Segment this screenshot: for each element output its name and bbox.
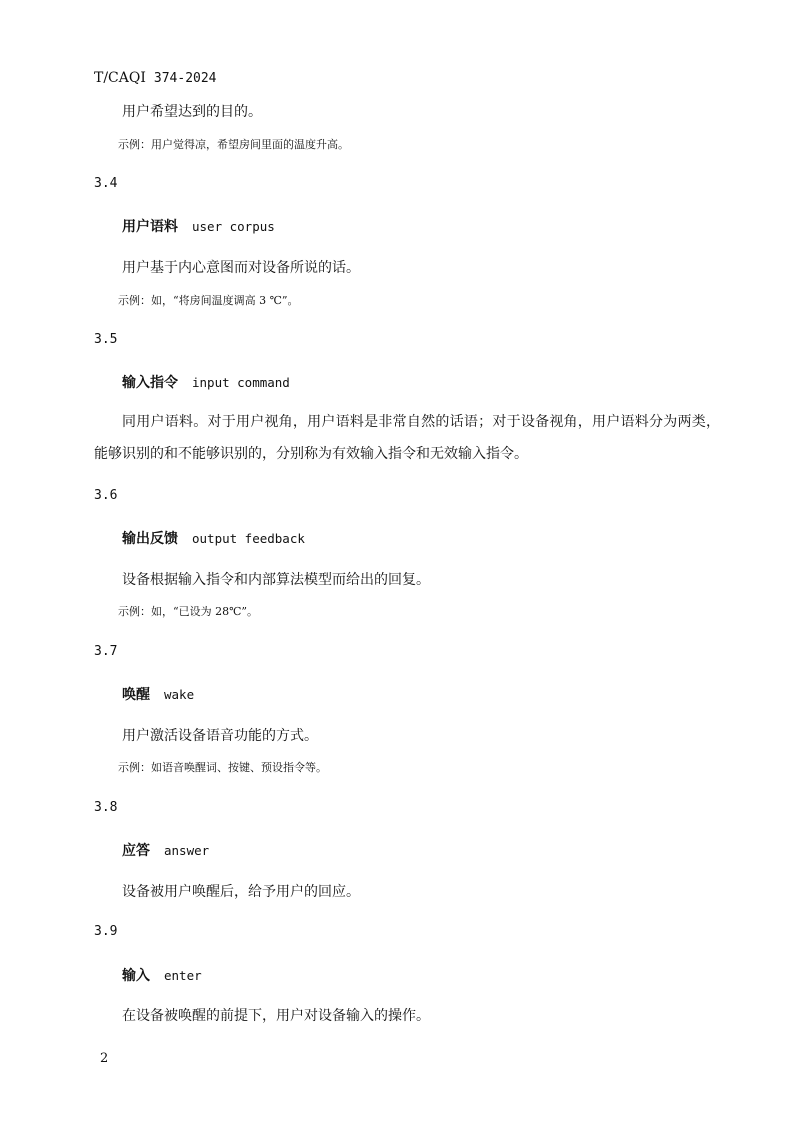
clause-number: 3.6 bbox=[94, 488, 118, 503]
clause-number: 3.8 bbox=[94, 800, 118, 815]
term-heading bbox=[122, 372, 290, 392]
term-definition: 在设备被唤醒的前提下，用户对设备输入的操作。 bbox=[122, 1008, 430, 1024]
term-definition: 用户激活设备语音功能的方式。 bbox=[122, 728, 318, 744]
standard-code: T/CAQI bbox=[94, 70, 146, 86]
clause-number: 3.4 bbox=[94, 176, 118, 191]
term-example: 示例：如语音唤醒词、按键、预设指令等。 bbox=[118, 761, 327, 774]
document-header bbox=[94, 70, 217, 86]
clause-number: 3.7 bbox=[94, 644, 118, 659]
term-definition: 设备根据输入指令和内部算法模型而给出的回复。 bbox=[122, 572, 430, 588]
term-example: 示例：如，“已设为 28℃”。 bbox=[118, 605, 259, 618]
page-number: 2 bbox=[100, 1051, 109, 1066]
term-zh: 输入 bbox=[122, 968, 150, 984]
term-zh: 应答 bbox=[122, 843, 150, 859]
term-en: enter bbox=[164, 968, 202, 983]
term-en: user corpus bbox=[192, 219, 275, 234]
term-en: wake bbox=[164, 687, 195, 702]
term-zh: 用户语料 bbox=[122, 219, 178, 235]
term-heading bbox=[122, 528, 305, 548]
intent-definition: 用户希望达到的目的。 bbox=[122, 104, 262, 120]
term-en: answer bbox=[164, 843, 210, 858]
term-definition: 用户基于内心意图而对设备所说的话。 bbox=[122, 260, 360, 276]
clause-number: 3.5 bbox=[94, 332, 118, 347]
term-en: input command bbox=[192, 375, 290, 390]
term-zh: 唤醒 bbox=[122, 687, 150, 703]
clause-number: 3.9 bbox=[94, 924, 118, 939]
term-heading bbox=[122, 684, 194, 704]
term-heading bbox=[122, 965, 202, 985]
term-zh: 输出反馈 bbox=[122, 531, 178, 547]
term-definition: 同用户语料。对于用户视角，用户语料是非常自然的话语；对于设备视角，用户语料分为两类，能够识别的和不能够识别的，分别称为有效输入指令和无效输入指令。 bbox=[94, 414, 720, 462]
term-example: 示例：如，“将房间温度调高 3 ℃”。 bbox=[118, 294, 299, 307]
term-zh: 输入指令 bbox=[122, 375, 178, 391]
term-en: output feedback bbox=[192, 531, 305, 546]
term-heading bbox=[122, 840, 209, 860]
term-definition: 设备被用户唤醒后，给予用户的回应。 bbox=[122, 884, 360, 900]
term-heading bbox=[122, 216, 275, 236]
intent-example: 示例：用户觉得凉，希望房间里面的温度升高。 bbox=[118, 138, 349, 151]
standard-number: 374-2024 bbox=[153, 71, 217, 86]
